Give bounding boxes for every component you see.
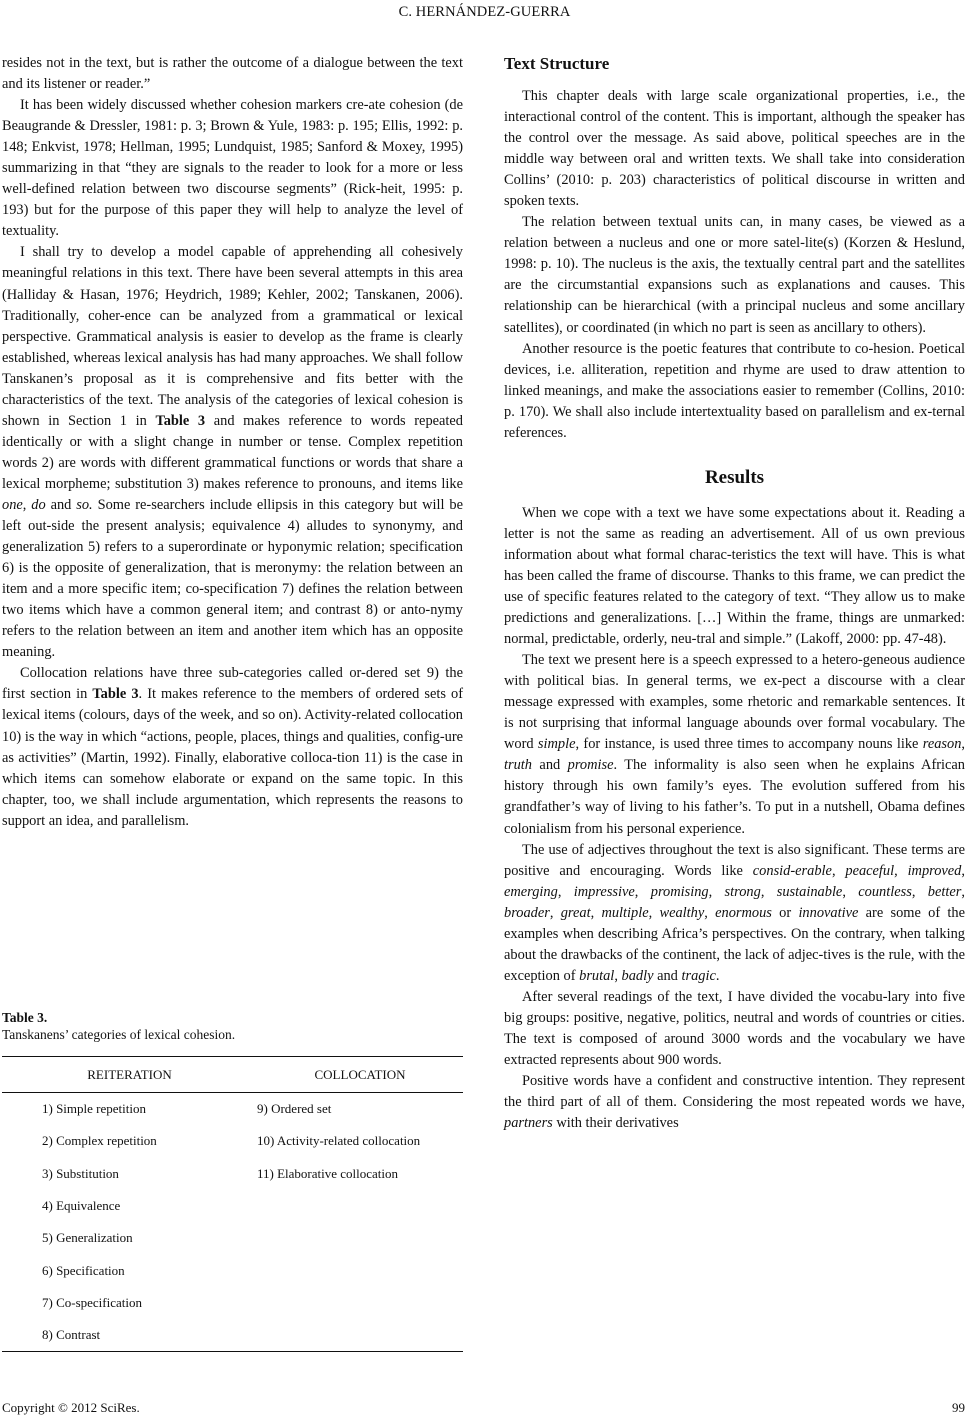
header-reiteration: REITERATION — [2, 1057, 257, 1093]
reiteration-cell: 2) Complex repetition — [42, 1133, 157, 1149]
reiteration-cell: 5) Generalization — [42, 1230, 133, 1246]
italic-term: badly — [621, 967, 654, 984]
text-run: with their derivatives — [552, 1115, 679, 1132]
left-column — [2, 53, 463, 832]
text-run: , — [961, 736, 965, 753]
text-run: Some re-searchers include ellipsis in this category but will be left out-side the present analysis; equivalence 4) alludes to synonymy, and generalization 5) refers to a superordinate or hyponymic relation; specification 6) is the opposite of generalization, that is meronymy: the relation between an item and a more specific item; co-specification 7) defines the relation between two items which have a common general item; and contrast 8) or anto-nymy refers to the relation between an item and another item which has an opposite meaning. — [2, 496, 463, 661]
text-run: The text we present here is a speech expressed to a hetero-geneous audience with political bias. In general terms, we ex-pect a discourse with a clear message expressed with examples, some rhetoric and remarkable sentences. It is not surprising that informal language abounds over formal vocabulary. The word — [504, 652, 965, 753]
italic-term: reason — [922, 736, 962, 753]
body-paragraph — [504, 650, 965, 839]
text-run: . The informality is also seen when he explains African history through his own family’s eyes. The evolution suffered from his grandfather’s way of living to his father’s. To put in a nutshell, Obama defines colonialism from his personal experience. — [504, 757, 965, 837]
table-row — [2, 1093, 463, 1126]
table-row — [2, 1287, 463, 1319]
italic-term: peaceful — [845, 862, 895, 879]
collocation-cell — [257, 1287, 463, 1319]
table-row — [2, 1125, 463, 1157]
table-row — [2, 1254, 463, 1286]
table-reference: Table 3 — [155, 412, 206, 429]
table-3 — [2, 1009, 463, 1352]
text-run: are some of the examples when describing Africa’s perspectives. On the contrary, when talking about the drawbacks of the continent, the lack of adjec-tives is the rule, with the exception of — [504, 904, 965, 984]
text-run: , — [911, 883, 928, 900]
collocation-cell — [257, 1319, 463, 1352]
collocation-cell — [257, 1190, 463, 1222]
body-paragraph — [504, 86, 965, 212]
collocation-cell — [257, 1222, 463, 1254]
text-run: and — [532, 757, 568, 774]
text-run: , — [842, 883, 859, 900]
table-row — [2, 1319, 463, 1352]
reiteration-cell: 1) Simple repetition — [42, 1101, 146, 1117]
body-paragraph — [504, 987, 965, 1071]
text-run: , — [760, 883, 777, 900]
text-run: and — [653, 967, 682, 984]
table-row — [2, 1158, 463, 1190]
italic-term: innovative — [798, 904, 859, 921]
lexical-cohesion-table — [2, 1056, 463, 1352]
text-run: Another resource is the poetic features that contribute to co-hesion. Poetical devices, i.e. alliteration, repetition and rhyme are used to draw attention to linked meanings, and make the associations easier to remember (Collins, 2010: p. 170). We shall also include intertextuality based on parallelism and ex-ternal references. — [504, 340, 965, 441]
text-run: and — [45, 496, 77, 513]
text-run: . It makes reference to the members of ordered sets of lexical items (colours, days of the week, and so on). Activity-related collocation 10) is the way in which “actions, people, places, things and qualities, config-ure as activities” (Martin, 1992). Finally, elaborative colloca-tion 11) is the case in which items can somehow elaborate or expand on the same topic. In this chapter, too, we shall include argumentation, which represents the reasons to support an idea, and parallelism. — [2, 686, 463, 829]
italic-term: promising — [650, 883, 709, 900]
body-paragraph — [2, 95, 463, 242]
italic-term: sustainable — [776, 883, 843, 900]
running-head: C. HERNÁNDEZ-GUERRA — [398, 4, 571, 20]
collocation-cell: 10) Activity-related collocation — [257, 1133, 421, 1149]
left-paragraphs — [2, 53, 463, 832]
body-paragraph — [504, 1071, 965, 1134]
text-run: . — [715, 967, 720, 984]
collocation-cell: 11) Elaborative collocation — [257, 1165, 399, 1181]
text-run: , for instance, is used three times to accompany nouns like — [575, 736, 923, 753]
italic-term: partners — [504, 1115, 553, 1132]
table-row — [2, 1190, 463, 1222]
body-paragraph — [504, 503, 965, 650]
reiteration-cell: 8) Contrast — [42, 1327, 101, 1343]
text-run: , — [634, 883, 651, 900]
table-row — [2, 1222, 463, 1254]
reiteration-cell: 7) Co-specification — [42, 1294, 142, 1310]
reiteration-cell: 3) Substitution — [42, 1165, 119, 1181]
body-paragraph — [504, 212, 965, 338]
italic-term: strong — [724, 883, 761, 900]
page-number: 99 — [952, 1400, 965, 1415]
italic-term: do — [31, 496, 46, 513]
italic-term: great — [560, 904, 591, 921]
italic-term: enormous — [715, 904, 772, 921]
text-run: , — [961, 862, 965, 879]
italic-term: improved — [907, 862, 962, 879]
table-reference: Table 3 — [92, 686, 139, 703]
results-paragraphs — [504, 503, 965, 1134]
italic-term: simple — [537, 736, 576, 753]
italic-term: better — [927, 883, 962, 900]
table-title: Table 3. — [2, 1010, 48, 1025]
body-paragraph — [2, 663, 463, 831]
italic-term: truth — [504, 757, 532, 774]
italic-term: one — [2, 496, 23, 513]
italic-term: tragic — [681, 967, 716, 984]
collocation-cell: 9) Ordered set — [257, 1101, 332, 1117]
reiteration-cell: 6) Specification — [42, 1262, 125, 1278]
text-run: or — [771, 904, 799, 921]
italic-term: countless — [858, 883, 912, 900]
text-run: , — [648, 904, 660, 921]
italic-term: consid-erable — [752, 862, 832, 879]
text-structure-paragraphs — [504, 86, 965, 444]
reiteration-cell: 4) Equivalence — [42, 1198, 121, 1214]
text-run: resides not in the text, but is rather the outcome of a dialogue between the text and its listener or reader.” — [2, 55, 463, 93]
table-header-row — [2, 1057, 463, 1093]
text-run: , — [614, 967, 622, 984]
collocation-cell — [257, 1254, 463, 1286]
text-run: , — [704, 904, 716, 921]
text-run: The use of adjectives throughout the text is also significant. These terms are positive and encouraging. Words like — [504, 841, 965, 879]
italic-term: impressive — [573, 883, 635, 900]
text-run: , — [22, 496, 32, 513]
text-run: and makes reference to words repeated identically or with a slight change in number or tense. Complex repetition words 2) are words with different grammatical functions or words that share a lexical morpheme; substitution 3) makes reference to pronouns, and items like — [2, 412, 463, 492]
table-caption: Tanskanens’ categories of lexical cohesion. — [2, 1027, 236, 1042]
italic-term: so. — [76, 496, 93, 513]
text-run: , — [708, 883, 725, 900]
body-paragraph — [504, 840, 965, 987]
copyright-notice: Copyright © 2012 SciRes. — [2, 1400, 140, 1415]
body-paragraph — [2, 53, 463, 95]
text-run: , — [590, 904, 602, 921]
right-column — [504, 53, 965, 1134]
subheading-text-structure: Text Structure — [504, 54, 610, 73]
text-run: The relation between textual units can, in many cases, be viewed as a relation between a nucleus and one or more satel-lite(s) (Korzen & Heslund, 1998: p. 10). The nucleus is the axis, the textually central part and the satellites are the circumstantial expansions such as explanations and causes. This relationship can be hierarchical (with a principal nucleus and some ancillary satellites), or coordinated (in which no part is seen as ancillary to others). — [504, 214, 965, 336]
text-run: Positive words have a confident and constructive intention. They represent the third part of all of them. Considering the most repeated words we have, — [504, 1073, 965, 1111]
text-run: , — [557, 883, 574, 900]
text-run: , — [961, 883, 965, 900]
italic-term: multiple — [601, 904, 649, 921]
body-paragraph — [2, 242, 463, 663]
text-run: After several readings of the text, I have divided the vocabu-lary into five big groups: positive, negative, politics, neutral and words of countries or cities. The text is composed of around 3000 words and the vocabulary we have extracted represents about 900 words. — [504, 988, 965, 1069]
text-run: When we cope with a text we have some expectations about it. Reading a letter is not the same as reading an advertisement. All of us own previous information about what formal charac-teristics the text will have. This is what has been called the frame of discourse. Thanks to this frame, we can predict the use of specific features related to the category of text. “They allow us to make predictions and generalizations. […] Within the frame, things are unmarked: normal, predictable, orderly, neu-tral and simple.” (Lakoff, 2000: pp. 47-48). — [504, 504, 965, 648]
body-paragraph — [504, 339, 965, 444]
italic-term: emerging — [504, 883, 558, 900]
italic-term: wealthy — [659, 904, 705, 921]
text-run: This chapter deals with large scale organizational properties, i.e., the interactional control of the content. This is important, although the speaker has the control over the message. As said above, political speeches are in the middle way between oral and written texts. We shall take into consideration Collins’ (2010: p. 203) characteristics of political discourse in written and spoken texts. — [504, 88, 965, 210]
italic-term: promise — [567, 757, 614, 774]
text-run: , — [549, 904, 561, 921]
text-run: , — [831, 862, 846, 879]
text-run: I shall try to develop a model capable of apprehending all cohesively meaningful relations in this text. There have been several attempts in this area (Halliday & Hasan, 1976; Heydrich, 1989; Kehler, 2002; Tanskanen, 2006). Traditionally, coher-ence can be analyzed from a grammatical or lexical perspective. Grammatical analysis is easier to develop as the frame is clearly established, whereas lexical analysis has had many approaches. We shall follow Tanskanen’s proposal as it is comprehensive and fits better with the characteristics of the text. The analysis of the categories of lexical cohesion is shown in Section 1 in — [2, 244, 463, 429]
text-run: Collocation relations have three sub-categories called or-dered set 9) the first section in — [2, 665, 463, 703]
section-heading-results: Results — [704, 466, 765, 488]
header-collocation: COLLOCATION — [257, 1057, 463, 1093]
text-run: , — [894, 862, 908, 879]
italic-term: brutal — [579, 967, 615, 984]
italic-term: broader — [504, 904, 550, 921]
text-run: It has been widely discussed whether cohesion markers cre-ate cohesion (de Beaugrande & Dressler, 1981: p. 3; Brown & Yule, 1983: p. 195; Ellis, 1992: p. 148; Enkvist, 1978; Hellman, 1995; Lundquist, 1985; Sanford & Moxey, 1995) summarizing in that “they are signals to the reader to look for a more or less well-defined relation between two discourse segments” (Rick-heit, 1995: p. 193) but for the purpose of this paper they will help to analyze the level of textuality. — [2, 97, 463, 240]
